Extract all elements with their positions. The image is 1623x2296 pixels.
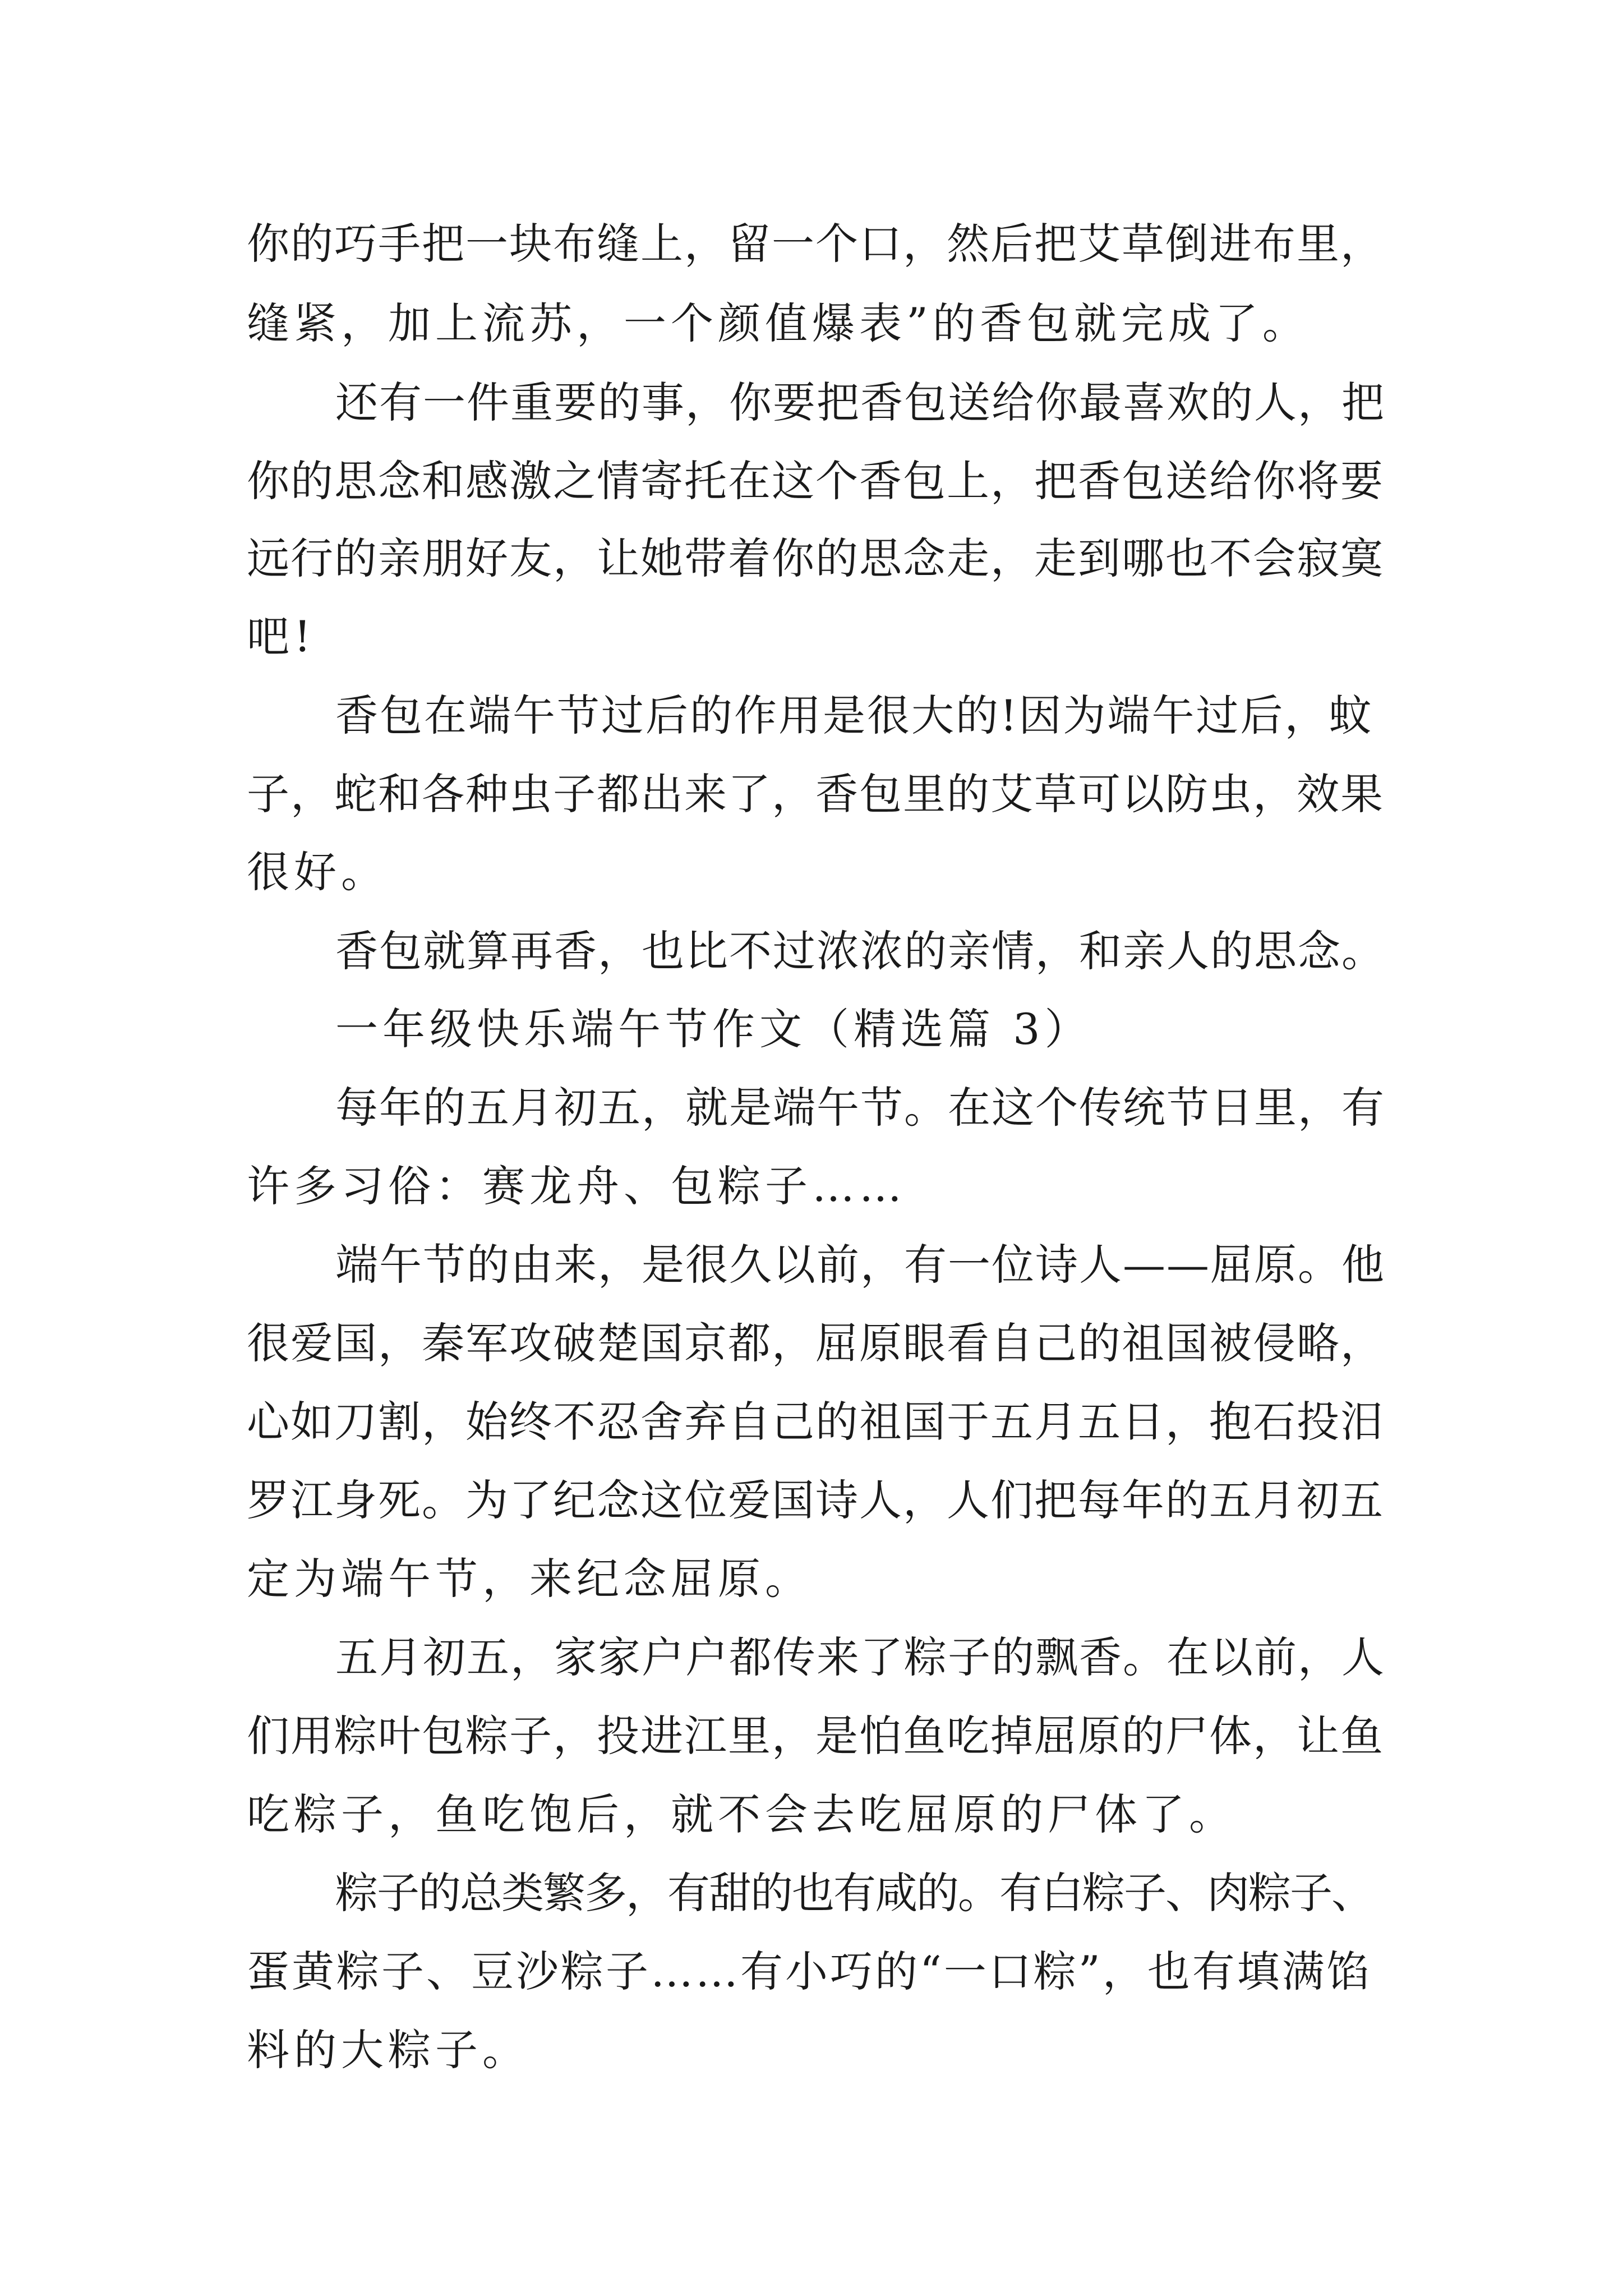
text-line: 你的思念和感激之情寄托在这个香包上，把香包送给你将要 [247, 456, 1384, 506]
text-line: 子，蛇和各种虫子都出来了，香包里的艾草可以防虫，效果 [247, 769, 1384, 819]
text-line: 许多习俗：赛龙舟、包粽子…… [247, 1161, 906, 1211]
text-line: 缝紧，加上流苏，一个颜值爆表”的香包就完成了。 [247, 298, 1310, 348]
text-line: 香包在端午节过后的作用是很大的!因为端午过后，蚊 [335, 691, 1373, 740]
text-line: 五月初五，家家户户都传来了粽子的飘香。在以前，人 [335, 1632, 1385, 1682]
text-line: 很爱国，秦军攻破楚国京都，屈原眼看自己的祖国被侵略， [247, 1318, 1384, 1368]
text-line: 很好。 [247, 847, 388, 897]
text-line: 你的巧手把一块布缝上，留一个口，然后把艾草倒进布里， [247, 219, 1384, 269]
text-line: 还有一件重要的事，你要把香包送给你最喜欢的人，把 [335, 378, 1385, 427]
text-line: 蛋黄粽子、豆沙粽子……有小巧的“一口粽”，也有填满馅 [247, 1947, 1372, 1996]
text-line: 们用粽叶包粽子，投进江里，是怕鱼吃掉屈原的尸体，让鱼 [247, 1711, 1384, 1761]
text-line: 吧! [247, 611, 316, 661]
text-line: 香包就算再香，也比不过浓浓的亲情，和亲人的思念。 [335, 926, 1385, 976]
text-line: 每年的五月初五，就是端午节。在这个传统节日里，有 [335, 1083, 1385, 1133]
text-line: 吃粽子，鱼吃饱后，就不会去吃屈原的尸体了。 [247, 1789, 1236, 1839]
text-line: 远行的亲朋好友，让她带着你的思念走，走到哪也不会寂寞 [247, 533, 1384, 583]
text-line: 心如刀割，始终不忍舍弃自己的祖国于五月五日，抱石投汨 [247, 1397, 1384, 1447]
text-line: 端午节的由来，是很久以前，有一位诗人——屈原。他 [335, 1240, 1385, 1290]
section-heading: 一年级快乐端午节作文（精选篇 3） [335, 1004, 1092, 1054]
text-line: 粽子的总类繁多，有甜的也有咸的。有白粽子、肉粽子、 [335, 1868, 1373, 1918]
text-line: 罗江身死。为了纪念这位爱国诗人，人们把每年的五月初五 [247, 1475, 1384, 1525]
text-line: 定为端午节，来纪念屈原。 [247, 1554, 812, 1604]
text-line: 料的大粽子。 [247, 2025, 529, 2075]
